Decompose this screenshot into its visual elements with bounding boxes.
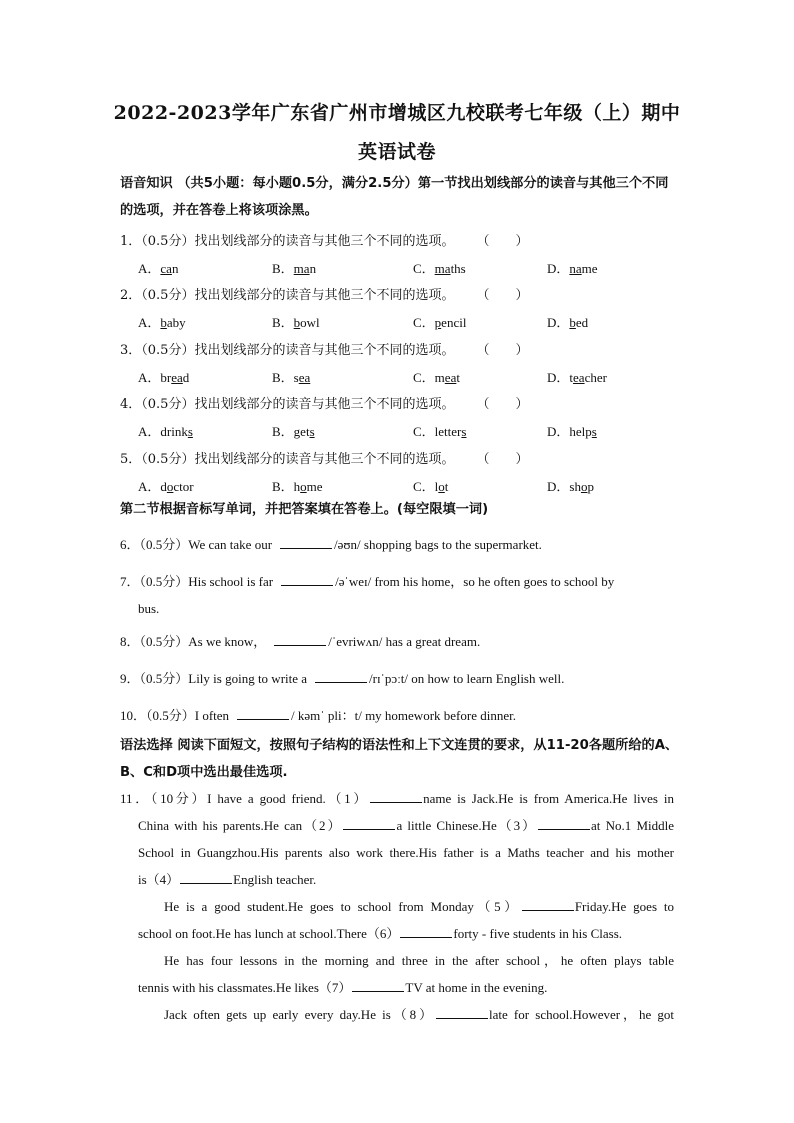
option-text: br	[160, 370, 172, 385]
option-b[interactable]	[272, 421, 315, 440]
fill-question	[120, 534, 542, 553]
option-text: D．	[547, 261, 570, 276]
question-text: 1．（0.5分）找出划线部分的读音与其他三个不同的选项。	[120, 234, 455, 249]
exam-title-line1: 2022-2023学年广东省广州市增城区九校联考七年级（上）期中	[113, 102, 681, 124]
option-text: l	[434, 479, 439, 494]
underlined-part: o	[580, 479, 588, 494]
underlined-part: ma	[434, 261, 451, 276]
option-d[interactable]	[547, 367, 607, 386]
option-text: t	[444, 479, 449, 494]
option-text: t	[456, 370, 460, 385]
option-text: A．	[138, 424, 161, 439]
option-text: B．	[272, 424, 294, 439]
option-text: B．	[272, 261, 294, 276]
option-text: owl	[300, 315, 320, 330]
option-text: D．	[547, 315, 570, 330]
option-text: B．	[272, 370, 294, 385]
passage-line: China with his parents.He can（2） a little Chinese.He（3） at No.1 Middle	[138, 818, 675, 833]
phonetic-text: / kəmˈ pli：t/ my homework before dinner.	[291, 708, 516, 723]
option-text: help	[569, 424, 592, 439]
option-text: ths	[450, 261, 466, 276]
blank-3	[538, 818, 590, 830]
option-text: t	[569, 370, 574, 385]
option-text: me	[581, 261, 598, 276]
answer-paren: （ ）	[476, 452, 529, 467]
underlined-part: p	[434, 315, 442, 330]
answer-paren: （ ）	[476, 343, 529, 358]
option-a[interactable]	[138, 421, 193, 440]
option-text: n	[309, 261, 317, 276]
answer-blank[interactable]	[315, 670, 367, 683]
option-text: A．	[138, 261, 161, 276]
option-text: d	[160, 479, 167, 494]
option-text: get	[293, 424, 310, 439]
section3-heading: 语法选择 阅读下面短文，按照句子结构的语法性和上下文连贯的要求，从11-20各题所给的A、B、C和D项中选出最佳选项.	[120, 738, 679, 780]
option-text: ed	[575, 315, 589, 330]
phonetic-text: /əˈweɪ/ from his home，so he often goes to school by	[335, 574, 615, 589]
section2-heading: 第二节根据音标写单词，并把答案填在答卷上。(每空限填一词)	[120, 502, 489, 517]
option-text: me	[306, 479, 323, 494]
option-text: n	[171, 261, 179, 276]
underlined-part: s	[309, 424, 315, 439]
underlined-part: ea	[444, 370, 457, 385]
pron-question	[120, 339, 528, 358]
underlined-part: o	[300, 479, 307, 494]
option-text: C．	[413, 479, 435, 494]
fill-question	[120, 571, 614, 590]
answer-paren: （ ）	[476, 288, 529, 303]
option-text: A．	[138, 315, 161, 330]
question-text: 9．（0.5分）Lily is going to write a	[120, 671, 308, 686]
answer-paren: （ ）	[476, 397, 529, 412]
answer-blank[interactable]	[274, 633, 326, 646]
option-a[interactable]	[138, 312, 186, 331]
option-text: C．	[413, 370, 435, 385]
blank-1	[370, 791, 422, 803]
question-text: 3．（0.5分）找出划线部分的读音与其他三个不同的选项。	[120, 343, 455, 358]
phonetic-text: /ˈevriwʌn/ has a great dream.	[328, 634, 481, 649]
answer-paren: （ ）	[476, 234, 529, 249]
underlined-part: b	[160, 315, 167, 330]
passage-line: 11．（10分）I have a good friend.（1） name is Jack.He is from America.He lives in	[120, 791, 674, 806]
question-continuation: bus.	[138, 601, 160, 616]
pron-question	[120, 230, 528, 249]
option-text: B．	[272, 479, 294, 494]
option-d[interactable]	[547, 476, 594, 495]
blank-6	[400, 926, 452, 938]
question-text: 10．（0.5分）I often	[120, 708, 230, 723]
passage-line: School in Guangzhou.His parents also work there.His father is a Maths teacher and his mother	[138, 845, 674, 860]
phonetic-text: /əʊn/ shopping bags to the supermarket.	[334, 537, 542, 552]
option-text: A．	[138, 370, 161, 385]
underlined-part: o	[166, 479, 174, 494]
option-c[interactable]	[413, 312, 466, 331]
option-b[interactable]	[272, 367, 310, 386]
option-text: C．	[413, 261, 435, 276]
option-text: drink	[160, 424, 188, 439]
option-text: aby	[166, 315, 186, 330]
underlined-part: ea	[573, 370, 585, 385]
blank-8	[436, 1007, 488, 1019]
fill-question	[120, 668, 564, 687]
option-text: B．	[272, 315, 294, 330]
passage	[120, 785, 675, 1028]
passage-line: tennis with his classmates.He likes（7） TV at home in the evening.	[138, 980, 548, 995]
option-d[interactable]	[547, 312, 588, 331]
underlined-part: ma	[293, 261, 310, 276]
option-b[interactable]	[272, 312, 320, 331]
option-text: encil	[441, 315, 467, 330]
option-c[interactable]	[413, 258, 466, 277]
underlined-part: b	[293, 315, 301, 330]
option-a[interactable]	[138, 367, 189, 386]
blank-2	[343, 818, 395, 830]
pron-question	[120, 393, 528, 412]
blank-7	[352, 980, 404, 992]
question-text: 8．（0.5分）As we know，	[120, 634, 267, 649]
underlined-part: ea	[171, 370, 183, 385]
option-text: D．	[547, 424, 570, 439]
option-c[interactable]	[413, 421, 466, 440]
option-d[interactable]	[547, 258, 598, 277]
underlined-part: s	[591, 424, 597, 439]
option-text: ctor	[173, 479, 194, 494]
question-text: 5．（0.5分）找出划线部分的读音与其他三个不同的选项。	[120, 452, 455, 467]
answer-blank[interactable]	[281, 573, 333, 586]
exam-title-line2: 英语试卷	[357, 141, 436, 163]
option-text: letter	[434, 424, 462, 439]
option-c[interactable]	[413, 476, 448, 495]
option-d[interactable]	[547, 421, 597, 440]
passage-line: Jack often gets up early every day.He is（8） late for school.However，he got	[164, 1007, 674, 1022]
underlined-part: s	[187, 424, 193, 439]
option-a[interactable]	[138, 476, 194, 495]
passage-line: He has four lessons in the morning and three in the after school，he often plays table	[164, 953, 674, 968]
option-text: D．	[547, 479, 570, 494]
underlined-part: ea	[298, 370, 311, 385]
blank-5	[522, 899, 574, 911]
fill-question	[120, 705, 516, 724]
option-text: d	[182, 370, 190, 385]
question-text: 6．（0.5分）We can take our	[120, 537, 273, 552]
underlined-part: o	[438, 479, 445, 494]
passage-line: is（4） English teacher.	[138, 872, 317, 887]
question-text: 2．（0.5分）找出划线部分的读音与其他三个不同的选项。	[120, 288, 455, 303]
option-b[interactable]	[272, 258, 316, 277]
option-text: sh	[569, 479, 581, 494]
question-text: 7．（0.5分）His school is far	[120, 574, 274, 589]
passage-line: He is a good student.He goes to school from Monday（5） Friday.He goes to	[164, 899, 674, 914]
question-text: 4．（0.5分）找出划线部分的读音与其他三个不同的选项。	[120, 397, 455, 412]
option-text: cher	[584, 370, 607, 385]
option-text: C．	[413, 424, 435, 439]
answer-blank[interactable]	[280, 536, 332, 549]
underlined-part: b	[569, 315, 576, 330]
option-text: h	[293, 479, 301, 494]
option-text: D．	[547, 370, 570, 385]
option-a[interactable]	[138, 258, 178, 277]
option-b[interactable]	[272, 476, 323, 495]
underlined-part: na	[569, 261, 582, 276]
phonetic-text: /rɪˈpɔːt/ on how to learn English well.	[369, 671, 565, 686]
fill-question	[120, 631, 480, 650]
underlined-part: ca	[160, 261, 172, 276]
section1-heading: 语音知识 （共5小题：每小题0.5分，满分2.5分）第一节找出划线部分的读音与其他三个不同的选项，并在答卷上将该项涂黑。	[120, 176, 669, 218]
passage-line: school on foot.He has lunch at school.There（6） forty - five students in his Class.	[138, 926, 623, 941]
option-text: m	[434, 370, 445, 385]
option-text: C．	[413, 315, 435, 330]
option-text: A．	[138, 479, 161, 494]
pron-question	[120, 284, 528, 303]
underlined-part: s	[461, 424, 467, 439]
blank-4	[180, 872, 232, 884]
pron-question	[120, 448, 528, 467]
option-text: p	[587, 479, 594, 494]
option-text: s	[293, 370, 299, 385]
option-c[interactable]	[413, 367, 460, 386]
answer-blank[interactable]	[237, 707, 289, 720]
